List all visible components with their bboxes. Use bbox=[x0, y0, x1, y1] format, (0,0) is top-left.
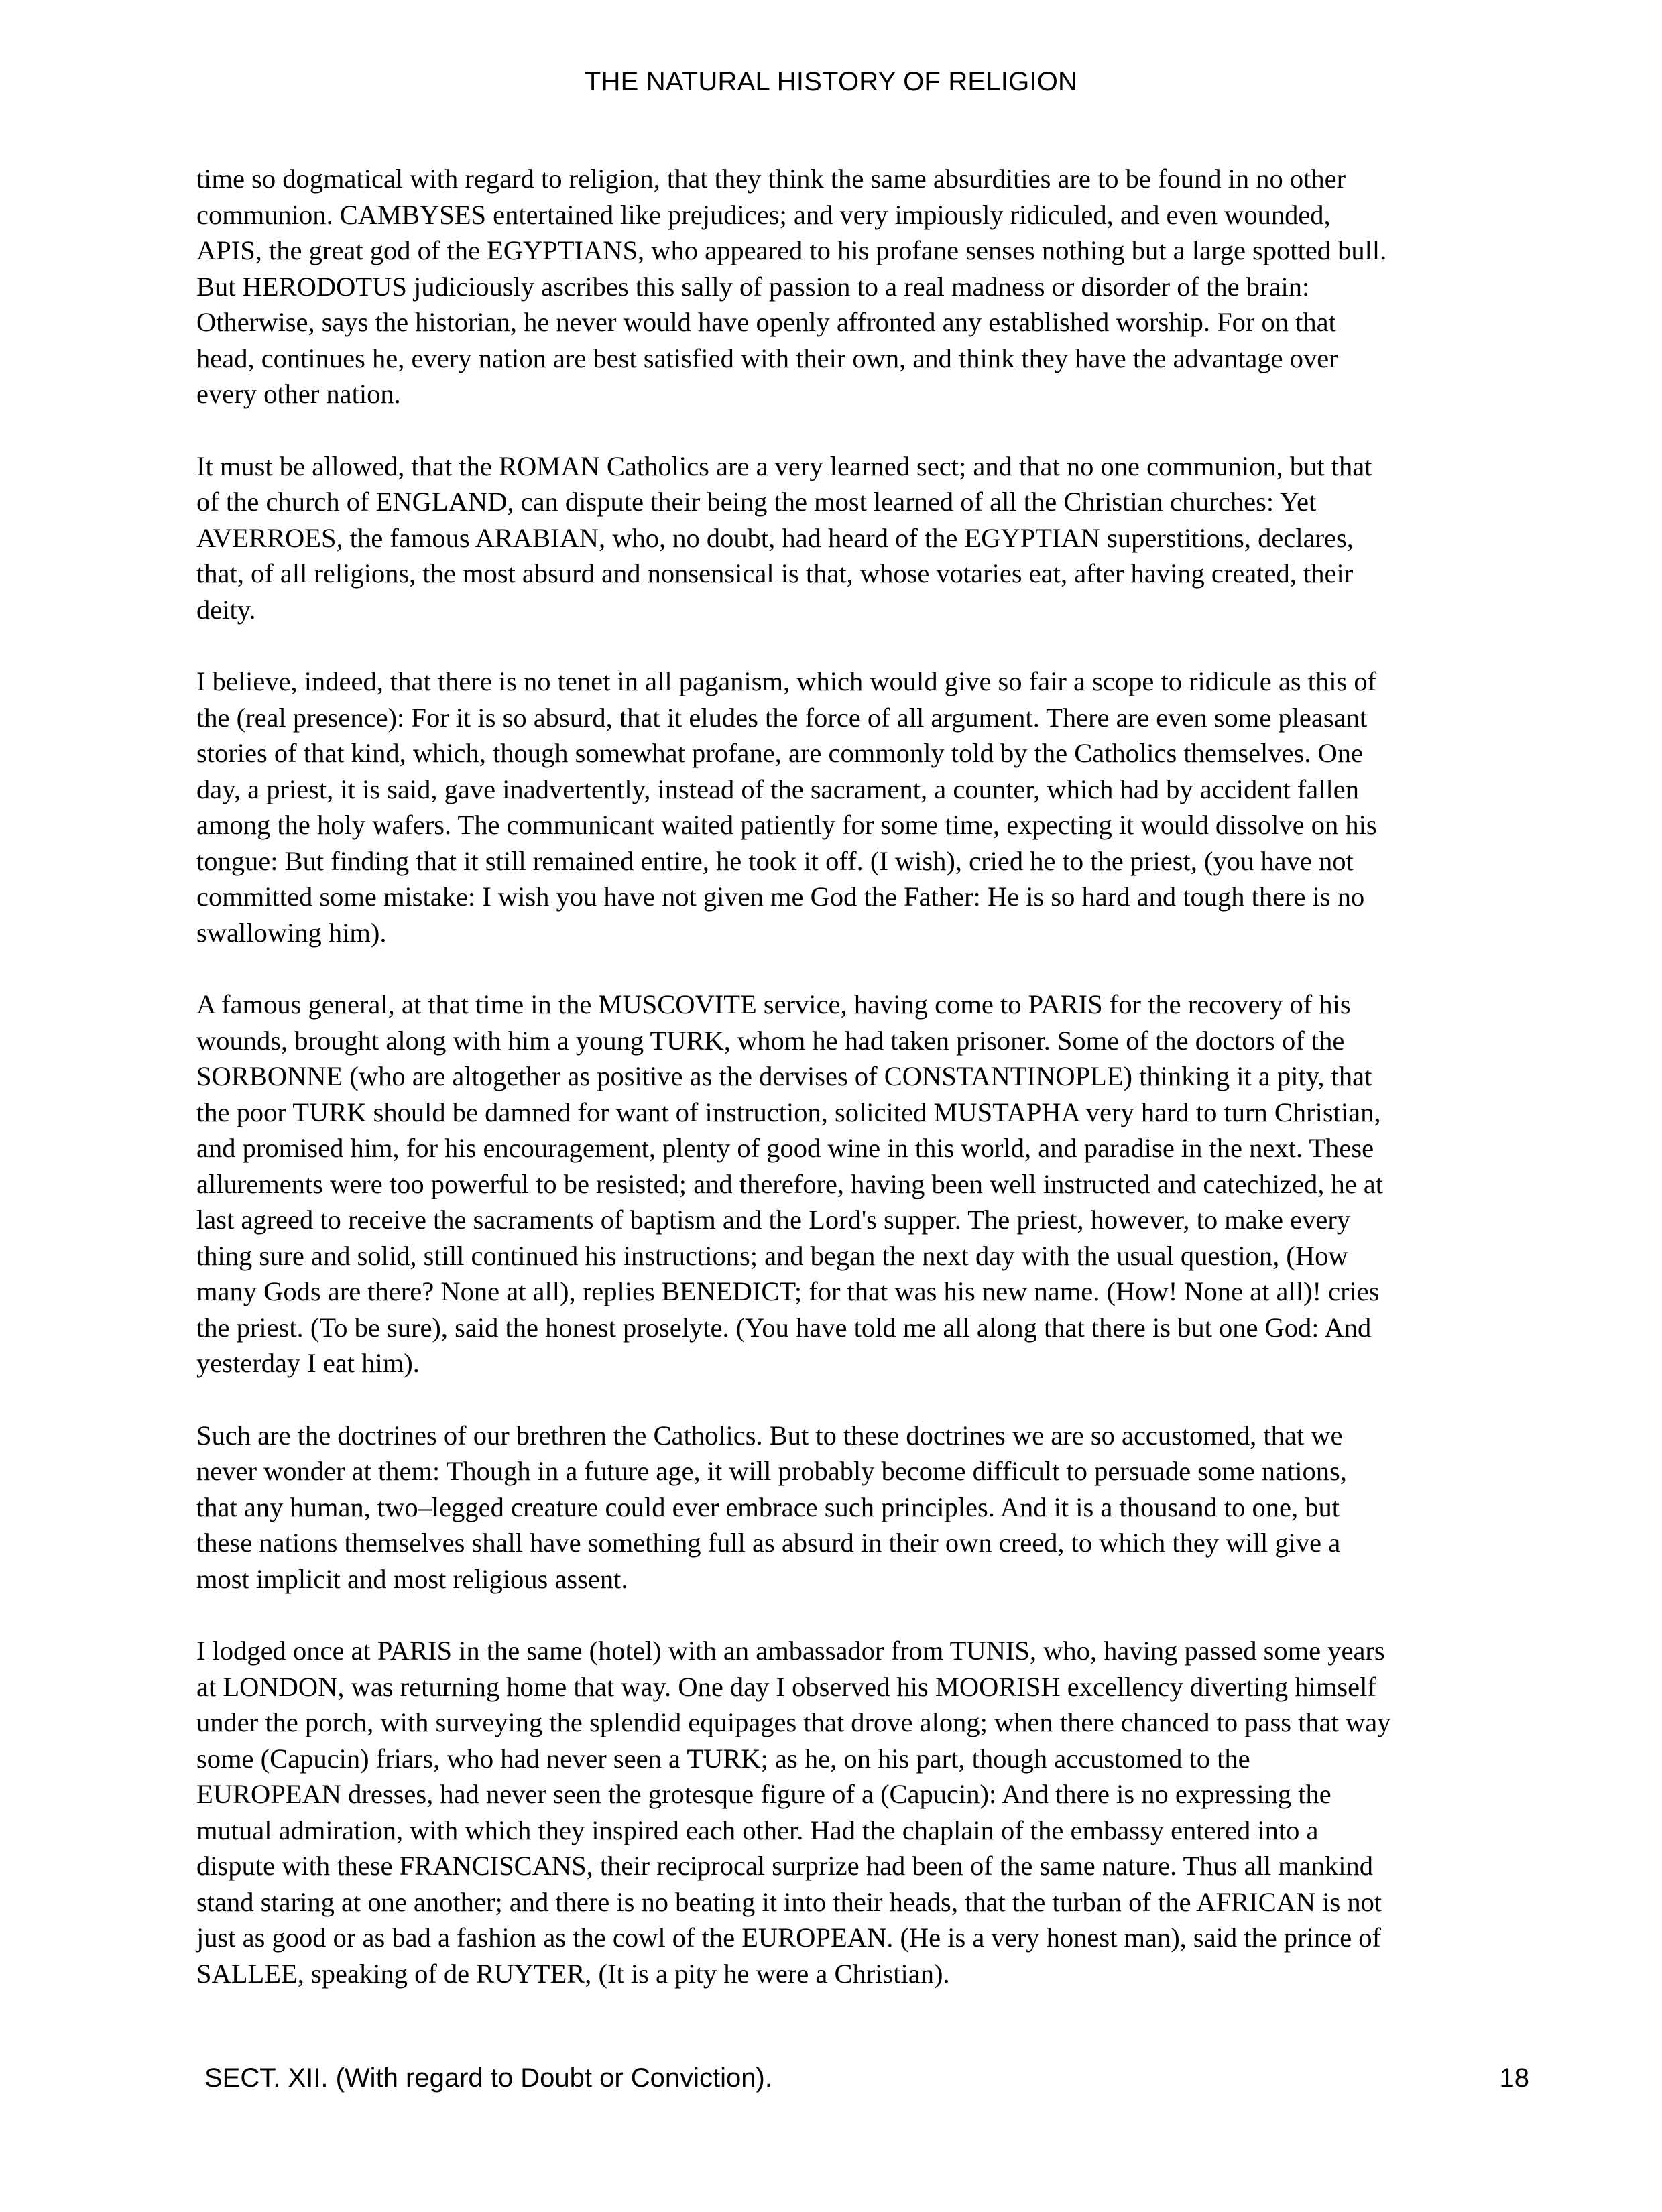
running-title: THE NATURAL HISTORY OF RELIGION bbox=[584, 67, 1078, 97]
footer-section-label: SECT. XII. (With regard to Doubt or Conviction). bbox=[204, 2063, 772, 2093]
paragraph: A famous general, at that time in the MUSCOVITE service, having come to PARIS for the recovery of his wounds, brought along with him a young TURK, whom he had taken prisoner. Some of the doctors of the SORBONNE (who are altogether as positive as the dervises of CONSTANTINOPLE) thinking it a pity, that the poor TURK should be damned for want of instruction, solicited MUSTAPHA very hard to turn Christian, and promised him, for his encouragement, plenty of good wine in this world, and paradise in the next. These allurements were too powerful to be resisted; and therefore, having been well instructed and catechized, he at last agreed to receive the sacraments of baptism and the Lord's supper. The priest, however, to make every thing sure and solid, still continued his instructions; and began the next day with the usual question, (How many Gods are there? None at all), replies BENEDICT; for that was his new name. (How! None at all)! cries the priest. (To be sure), said the honest proselyte. (You have told me all along that there is but one God: And yesterday I eat him). bbox=[196, 989, 1384, 1378]
paragraph: It must be allowed, that the ROMAN Catholics are a very learned sect; and that no one communion, but that of the church of ENGLAND, can dispute their being the most learned of all the Christian churches: Yet AVERROES, the famous ARABIAN, who, no doubt, had heard of the EGYPTIAN superstitions, declares, that, of all religions, the most absurd and nonsensical is that, whose votaries eat, after having created, their deity. bbox=[196, 450, 1372, 625]
paragraph: time so dogmatical with regard to religion, that they think the same absurdities are to be found in no other communion. CAMBYSES entertained like prejudices; and very impiously ridiculed, and even wounded, APIS, the great god of the EGYPTIANS, who appeared to his profane senses nothing but a large spotted bull. But HERODOTUS judiciously ascribes this sally of passion to a real madness or disorder of the brain: Otherwise, says the historian, he never would have openly affronted any established worship. For on that head, continues he, every nation are best satisfied with their own, and think they have the advantage over every other nation. bbox=[196, 164, 1387, 409]
paragraph: I lodged once at PARIS in the same (hotel) with an ambassador from TUNIS, who, having passed some years at LONDON, was returning home that way. One day I observed his MOORISH excellency diverting himself under the porch, with surveying the splendid equipages that drove along; when there chanced to pass that way some (Capucin) friars, who had never seen a TURK; as he, on his part, though accustomed to the EUROPEAN dresses, had never seen the grotesque figure of a (Capucin): And there is no expressing the mutual admiration, with which they inspired each other. Had the chaplain of the embassy entered into a dispute with these FRANCISCANS, their reciprocal surprize had been of the same nature. Thus all mankind stand staring at one another; and there is no beating it into their heads, that the turban of the AFRICAN is not just as good or as bad a fashion as the cowl of the EUROPEAN. (He is a very honest man), said the prince of SALLEE, speaking of de RUYTER, (It is a pity he were a Christian). bbox=[196, 1636, 1391, 1989]
paragraph: I believe, indeed, that there is no tenet in all paganism, which would give so fair a scope to ridicule as this of the (real presence): For it is so absurd, that it eludes the force of all argument. There are even some pleasant stories of that kind, which, though somewhat profane, are commonly told by the Catholics themselves. One day, a priest, it is said, gave inadvertently, instead of the sacrament, a counter, which had by accident fallen among the holy wafers. The communicant waited patiently for some time, expecting it would dissolve on his tongue: But finding that it still remained entire, he took it off. (I wish), cried he to the priest, (you have not committed some mistake: I wish you have not given me God the Father: He is so hard and tough there is no swallowing him). bbox=[196, 666, 1377, 948]
page-number: 18 bbox=[1499, 2063, 1529, 2093]
body-text bbox=[196, 161, 1534, 1991]
paragraph: Such are the doctrines of our brethren the Catholics. But to these doctrines we are so accustomed, that we never wonder at them: Though in a future age, it will probably become difficult to persuade some nations, that any human, two–legged creature could ever embrace such principles. And it is a thousand to one, but these nations themselves shall have something full as absurd in their own creed, to which they will give a most implicit and most religious assent. bbox=[196, 1420, 1347, 1594]
